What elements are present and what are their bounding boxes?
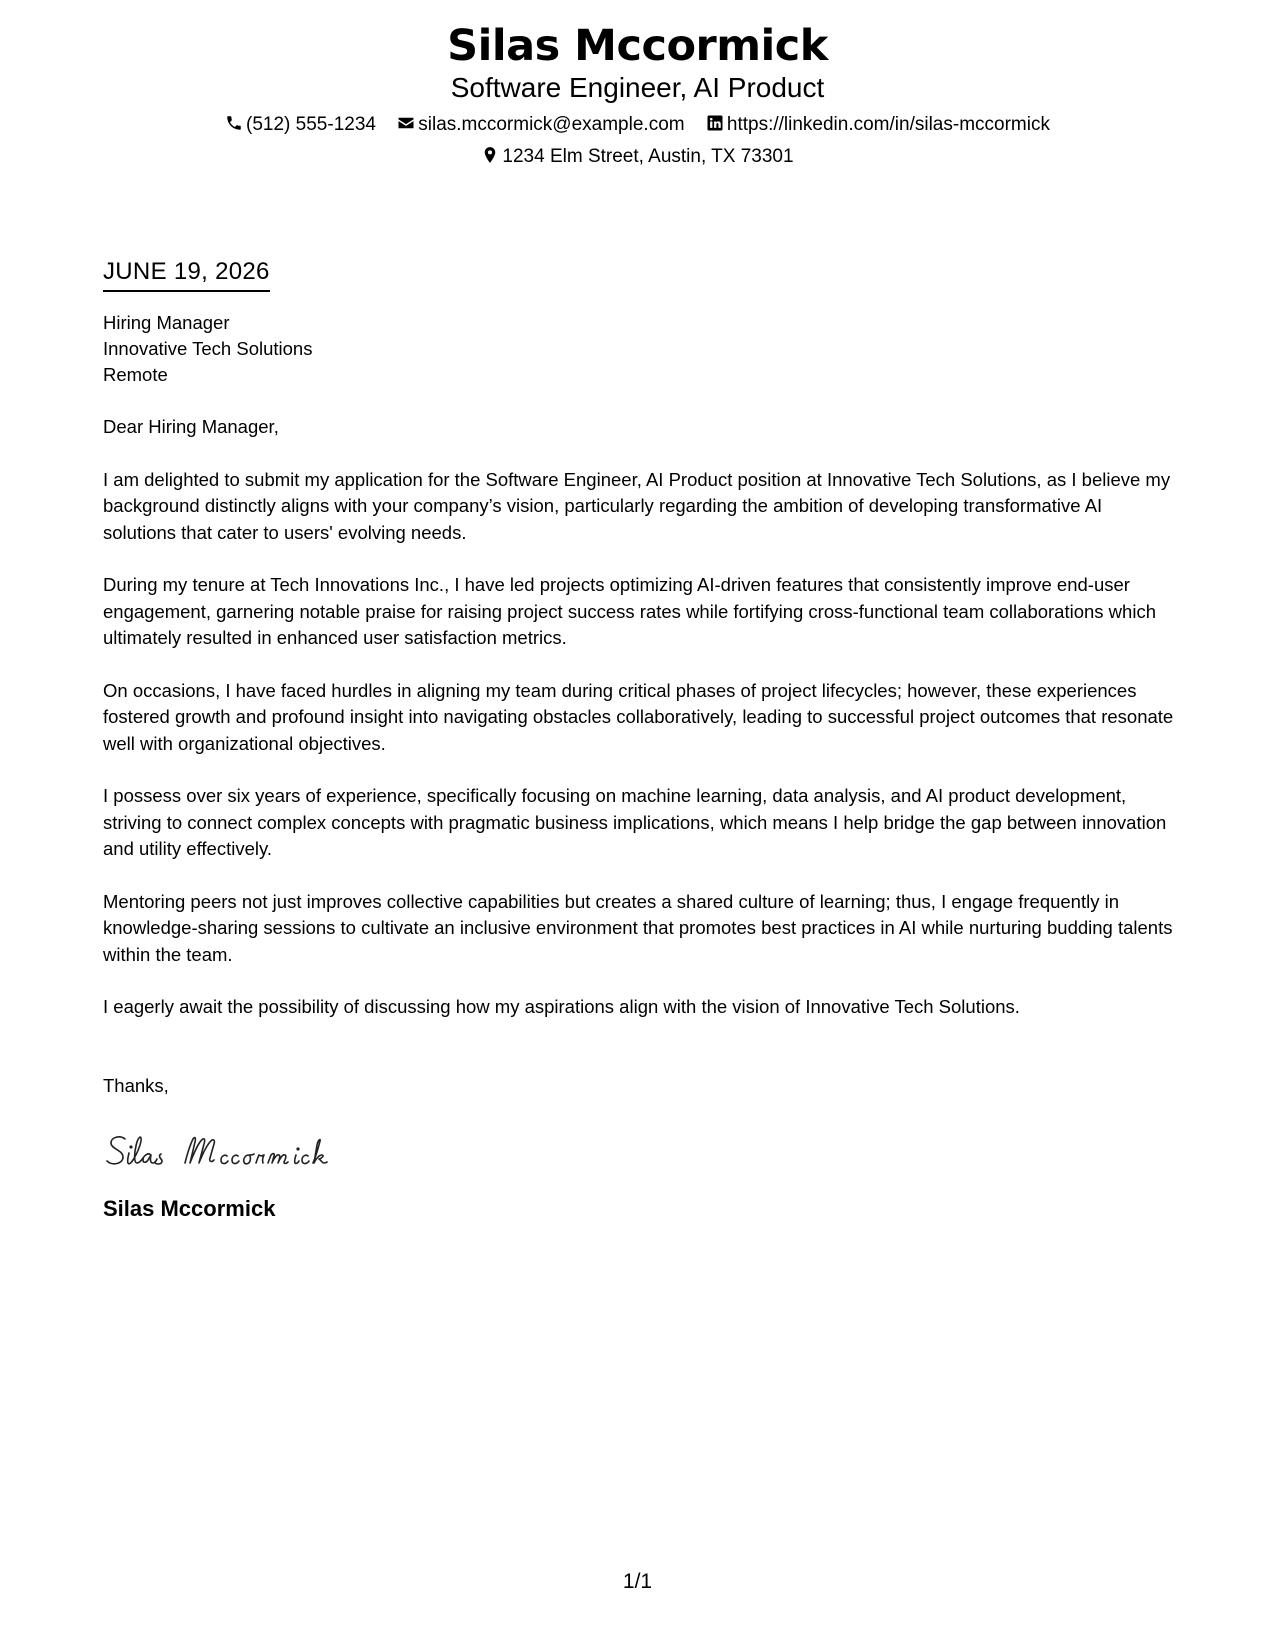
applicant-title: Software Engineer, AI Product [450, 72, 825, 103]
phone-number: (512) 555-1234 [246, 114, 376, 135]
signature-image [103, 1129, 363, 1177]
recipient-line: Hiring Manager [103, 312, 230, 333]
letter-date: JUNE 19, 2026 [103, 256, 270, 292]
page-indicator: 1/1 [622, 1570, 653, 1593]
body-paragraph: During my tenure at Tech Innovations Inc., I have led projects optimizing AI-driven features that consistently improve end-user engagement, garnering notable praise for raising project success rates while fortifying cross-functional team collaborations which ultimately resulted in enhanced user satisfaction metrics. [103, 574, 1156, 648]
phone-icon [225, 114, 243, 132]
contact-row [0, 113, 1275, 137]
letter-body [103, 256, 1178, 1223]
closing: Thanks, [103, 1074, 169, 1096]
contact-email[interactable] [397, 113, 684, 137]
address-row [0, 145, 1275, 169]
body-paragraph: I possess over six years of experience, specifically focusing on machine learning, data analysis, and AI product development, striving to connect complex concepts with pragmatic business implications, which means I help bridge the gap between innovation and utility effectively. [103, 785, 1167, 859]
map-marker-icon [481, 146, 499, 164]
signed-name: Silas Mccormick [103, 1196, 276, 1221]
body-paragraph: I eagerly await the possibility of discussing how my aspirations align with the vision of Innovative Tech Solutions. [103, 996, 1020, 1017]
email-address: silas.mccormick@example.com [418, 114, 685, 135]
handwritten-signature [103, 1129, 1178, 1177]
recipient-block [103, 310, 1178, 388]
body-paragraph: I am delighted to submit my application for the Software Engineer, AI Product position at Innovative Tech Solutions, as I believe my background distinctly aligns with your company’s vision, particularly regarding the ambition of developing transformative AI solutions that cater to users' evolving needs. [103, 468, 1171, 543]
body-paragraph: Mentoring peers not just improves collective capabilities but creates a shared culture of learning; thus, I engage frequently in knowledge-sharing sessions to cultivate an inclusive environment that promotes best practices in AI while nurturing budding talents within the team. [103, 890, 1173, 965]
contact-phone[interactable] [225, 113, 376, 137]
body-paragraph: On occasions, I have faced hurdles in aligning my team during critical phases of project lifecycles; however, these experiences fostered growth and profound insight into navigating obstacles collaboratively, leading to successful project outcomes that resonate well with organizational objectives. [103, 679, 1174, 754]
recipient-company: Innovative Tech Solutions [103, 338, 313, 359]
salutation: Dear Hiring Manager, [103, 416, 279, 437]
linkedin-icon [706, 114, 724, 132]
street-address: 1234 Elm Street, Austin, TX 73301 [502, 146, 794, 167]
linkedin-url: https://linkedin.com/in/silas-mccormick [726, 114, 1050, 135]
envelope-icon [397, 114, 415, 132]
recipient-location: Remote [103, 364, 168, 385]
applicant-name: Silas Mccormick [447, 21, 828, 71]
contact-linkedin[interactable] [706, 113, 1050, 137]
letter-header [0, 18, 1275, 169]
contact-address [481, 145, 793, 169]
